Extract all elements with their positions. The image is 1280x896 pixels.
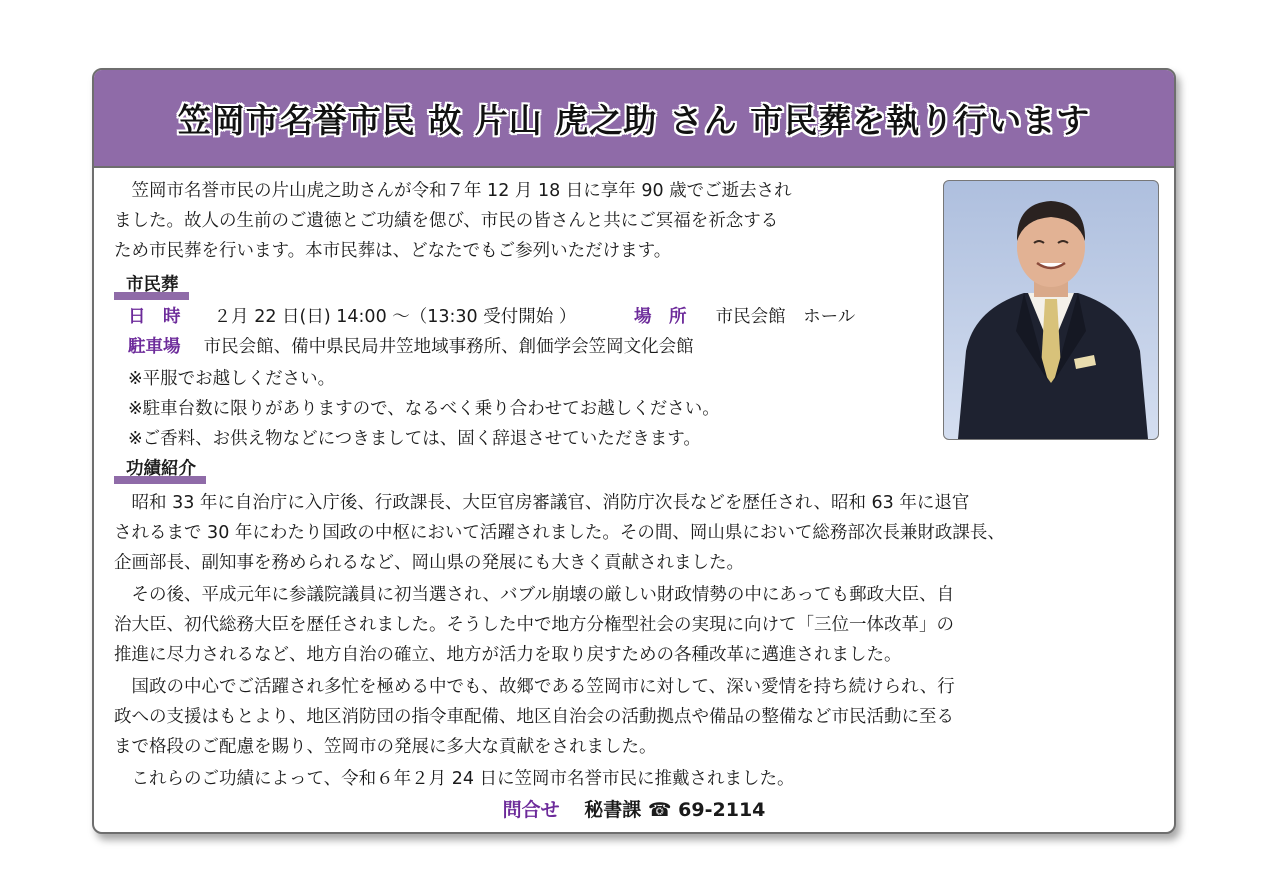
parking-row [128,332,694,362]
achievement-line: まで格段のご配慮を賜り、笠岡市の発展に多大な貢献をされました。 [114,737,657,757]
notice-card [92,68,1176,834]
section-heading-achievements: 功績紹介 [114,458,206,484]
date-value: ２月 22 日(日) 14:00 ～（13:30 受付開始 ） [213,307,577,327]
achievement-line: 昭和 33 年に自治庁に入庁後、行政課長、大臣官房審議官、消防庁次長などを歴任され、昭和 63 年に退官 [114,493,970,513]
achievement-line: 企画部長、副知事を務められるなど、岡山県の発展にも大きく貢献されました。 [114,553,744,573]
title-bar [94,70,1174,168]
parking-label: 駐車場 [128,337,181,357]
parking-value: 市民会館、備中県民局井笠地域事務所、創価学会笠岡文化会館 [203,337,694,357]
note-1: ※平服でお越しください。 [128,369,336,389]
contact-phone: 69-2114 [678,799,766,821]
contact-dept: 秘書課 [584,799,642,821]
note-2: ※駐車台数に限りがありますので、なるべく乗り合わせてお越しください。 [128,399,720,419]
date-row [128,302,576,332]
achievement-line: 国政の中心でご活躍され多忙を極める中でも、故郷である笠岡市に対して、深い愛情を持ち続けられ、行 [114,677,955,697]
telephone-icon: ☎ [647,799,672,821]
contact-label: 問合せ [502,799,560,821]
achievement-line: 推進に尽力されるなど、地方自治の確立、地方が活力を取り戻すための各種改革に邁進されました。 [114,645,902,665]
place-label: 場 所 [634,307,687,327]
achievement-line: 政への支援はもとより、地区消防団の指令車配備、地区自治会の活動拠点や備品の整備など市民活動に至る [114,707,954,727]
note-3: ※ご香料、お供え物などにつきましては、固く辞退させていただきます。 [128,429,701,449]
section-heading-funeral: 市民葬 [114,274,189,300]
contact-line [94,796,1174,824]
achievement-line: 治大臣、初代総務大臣を歴任されました。そうした中で地方分権型社会の実現に向けて「三位一体改革」の [114,615,954,635]
date-label: 日 時 [128,307,181,327]
achievement-line: されるまで 30 年にわたり国政の中枢において活躍されました。その間、岡山県において総務部次長兼財政課長、 [114,523,1005,543]
intro-line-1: 笠岡市名誉市民の片山虎之助さんが令和７年 12 月 18 日に享年 90 歳でご逝去され [114,181,792,201]
achievement-line: その後、平成元年に参議院議員に初当選され、バブル崩壊の厳しい財政情勢の中にあっても郵政大臣、自 [114,585,955,605]
place-value: 市民会館 ホール [715,307,856,327]
page-title: 笠岡市名誉市民 故 片山 虎之助 さん 市民葬を執り行います [177,100,1091,140]
intro-line-3: ため市民葬を行います。本市民葬は、どなたでもご参列いただけます。 [114,241,672,261]
achievement-line: これらのご功績によって、令和６年２月 24 日に笠岡市名誉市民に推戴されました。 [114,769,795,789]
portrait-photo [943,180,1159,440]
place-row [634,302,855,332]
intro-line-2: ました。故人の生前のご遺徳とご功績を偲び、市民の皆さんと共にご冥福を祈念する [114,211,779,231]
